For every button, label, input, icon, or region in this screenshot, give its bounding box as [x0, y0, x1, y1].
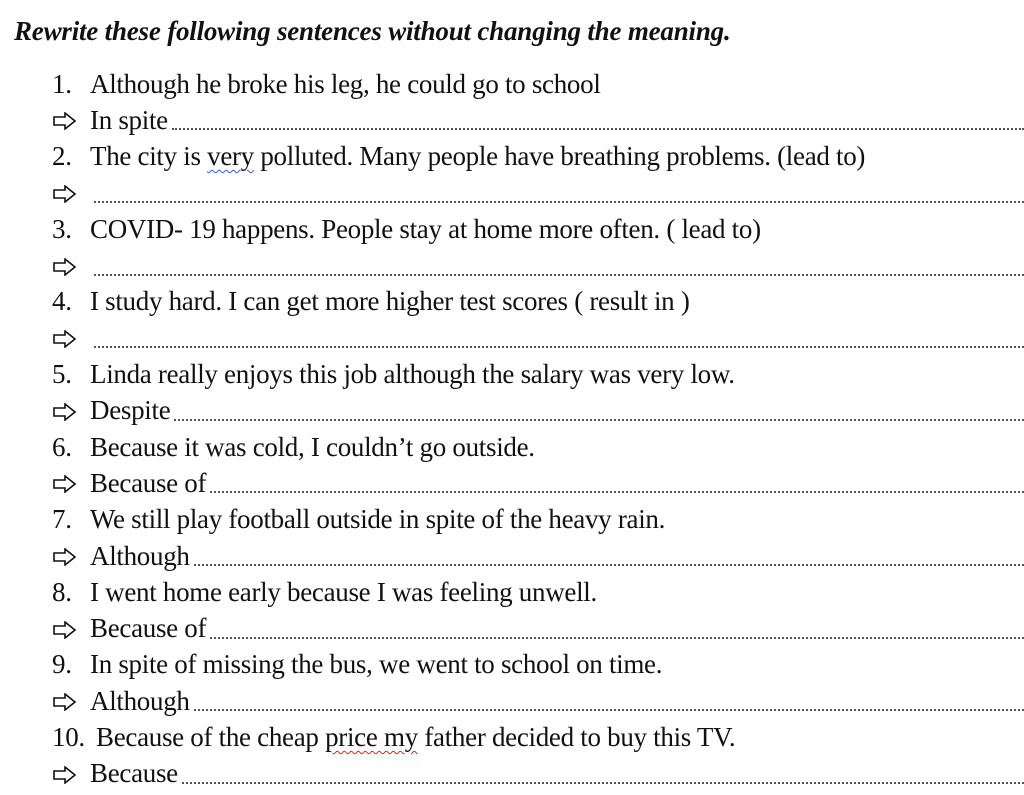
- answer-line-2[interactable]: [52, 175, 1024, 211]
- item-number: 3.: [52, 213, 72, 244]
- right-arrow-icon: [52, 328, 90, 348]
- right-arrow-icon: [52, 256, 90, 276]
- answer-dotted-line[interactable]: [210, 635, 1024, 639]
- answer-dotted-line[interactable]: [174, 417, 1024, 421]
- item-number: 2.: [52, 141, 72, 172]
- item-sentence: [96, 722, 735, 753]
- exercise-list: [52, 66, 1024, 792]
- answer-line-7[interactable]: [52, 538, 1024, 574]
- item-number: 7.: [52, 504, 72, 535]
- answer-prefix: Because of: [90, 467, 207, 498]
- item-sentence: In spite of missing the bus, we went to school on time.: [90, 649, 663, 680]
- item-sentence: We still play football outside in spite of the heavy rain.: [90, 504, 666, 535]
- item-number: 5.: [52, 359, 72, 390]
- right-arrow-icon: [52, 619, 90, 639]
- exercise-item-2: [52, 139, 1024, 175]
- item-sentence: [90, 141, 865, 172]
- right-arrow-icon: [52, 691, 90, 711]
- right-arrow-icon: [52, 110, 90, 130]
- sentence-part: Because of the cheap: [96, 721, 326, 752]
- answer-prefix: Although: [90, 540, 190, 571]
- answer-line-4[interactable]: [52, 320, 1024, 356]
- right-arrow-icon: [52, 473, 90, 493]
- answer-line-3[interactable]: [52, 247, 1024, 283]
- item-number: 9.: [52, 649, 72, 680]
- answer-dotted-line[interactable]: [94, 272, 1024, 276]
- item-sentence: Because it was cold, I couldn’t go outside.: [90, 431, 535, 462]
- exercise-item-4: [52, 284, 1024, 320]
- answer-dotted-line[interactable]: [172, 126, 1024, 130]
- item-sentence: I study hard. I can get more higher test scores ( result in ): [90, 286, 690, 317]
- answer-dotted-line[interactable]: [94, 344, 1024, 348]
- exercise-item-3: [52, 211, 1024, 247]
- answer-line-1[interactable]: [52, 102, 1024, 138]
- answer-dotted-line[interactable]: [194, 562, 1024, 566]
- item-number: 6.: [52, 431, 72, 462]
- item-number: 1.: [52, 68, 72, 99]
- answer-prefix: Because of: [90, 613, 207, 644]
- sentence-part: father decided to buy this TV.: [417, 721, 736, 752]
- answer-dotted-line[interactable]: [194, 707, 1024, 711]
- answer-line-10[interactable]: [52, 756, 1024, 792]
- answer-line-5[interactable]: [52, 393, 1024, 429]
- answer-dotted-line[interactable]: [94, 199, 1024, 203]
- item-number: 8.: [52, 576, 72, 607]
- exercise-item-5: [52, 356, 1024, 392]
- item-sentence: I went home early because I was feeling unwell.: [90, 576, 597, 607]
- exercise-item-1: [52, 66, 1024, 102]
- exercise-item-7: [52, 502, 1024, 538]
- spellcheck-flagged-word: price my: [325, 721, 418, 752]
- item-sentence: Although he broke his leg, he could go to school: [90, 68, 601, 99]
- item-sentence: Linda really enjoys this job although the salary was very low.: [90, 359, 735, 390]
- spellcheck-flagged-word: very: [207, 141, 254, 172]
- right-arrow-icon: [52, 764, 90, 784]
- answer-line-8[interactable]: [52, 610, 1024, 646]
- answer-prefix: Despite: [90, 395, 171, 426]
- answer-prefix: In spite: [90, 104, 168, 135]
- worksheet-title: Rewrite these following sentences without changing the meaning.: [14, 16, 731, 46]
- right-arrow-icon: [52, 183, 90, 203]
- exercise-item-10: [52, 719, 1024, 755]
- answer-prefix: Because: [90, 758, 178, 789]
- answer-dotted-line[interactable]: [182, 780, 1024, 784]
- exercise-item-6: [52, 429, 1024, 465]
- sentence-part: The city is: [90, 141, 208, 172]
- answer-line-6[interactable]: [52, 465, 1024, 501]
- right-arrow-icon: [52, 546, 90, 566]
- item-sentence: COVID- 19 happens. People stay at home more often. ( lead to): [90, 213, 761, 244]
- answer-line-9[interactable]: [52, 683, 1024, 719]
- item-number: 4.: [52, 286, 72, 317]
- answer-prefix: Although: [90, 685, 190, 716]
- exercise-item-8: [52, 574, 1024, 610]
- right-arrow-icon: [52, 401, 90, 421]
- answer-dotted-line[interactable]: [210, 489, 1024, 493]
- item-number: 10.: [52, 721, 85, 752]
- exercise-item-9: [52, 647, 1024, 683]
- sentence-part: polluted. Many people have breathing problems. (lead to): [253, 141, 866, 172]
